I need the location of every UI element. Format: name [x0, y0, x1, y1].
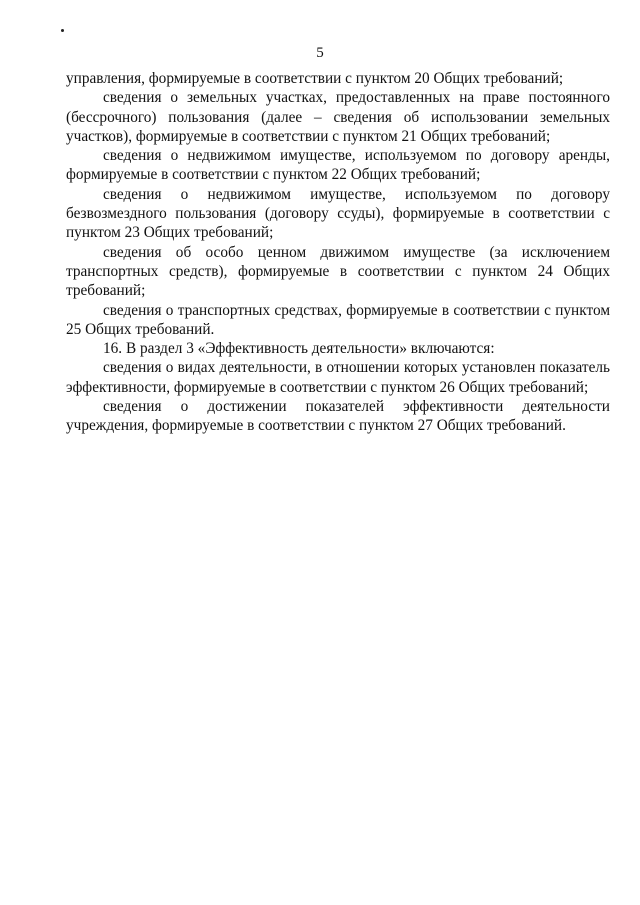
paragraph: сведения об особо ценном движимом имуществе (за исключением транспортных средств), формируемые в соответствии с пунктом 24 Общих требований; — [66, 243, 610, 300]
paragraph: сведения о транспортных средствах, формируемые в соответствии с пунктом 25 Общих требований. — [66, 301, 610, 338]
paragraph: 16. В раздел 3 «Эффективность деятельности» включаются: — [103, 340, 495, 358]
paragraph: сведения о недвижимом имуществе, используемом по договору безвозмездного пользования (договору ссуды), формируемые в соответствии с пунктом 23 Общих требований; — [66, 185, 610, 242]
paragraph: сведения о недвижимом имуществе, используемом по договору аренды, формируемые в соответствии с пунктом 22 Общих требований; — [66, 147, 610, 184]
paragraph: сведения о земельных участках, предоставленных на праве постоянного (бессрочного) пользования (далее – сведения об использовании земельных участков), формируемые в соответствии с пунктом 21 Общих требований; — [66, 89, 610, 145]
scan-speck — [61, 29, 64, 32]
paragraph: сведения о достижении показателей эффективности деятельности учреждения, формируемые в соответствии с пунктом 27 Общих требований. — [66, 398, 610, 435]
page-number: 5 — [316, 45, 324, 61]
body-text — [66, 69, 610, 436]
paragraph: сведения о видах деятельности, в отношении которых установлен показатель эффективности, формируемые в соответствии с пунктом 26 Общих требований; — [66, 359, 610, 396]
paragraph: управления, формируемые в соответствии с пунктом 20 Общих требований; — [66, 70, 564, 87]
